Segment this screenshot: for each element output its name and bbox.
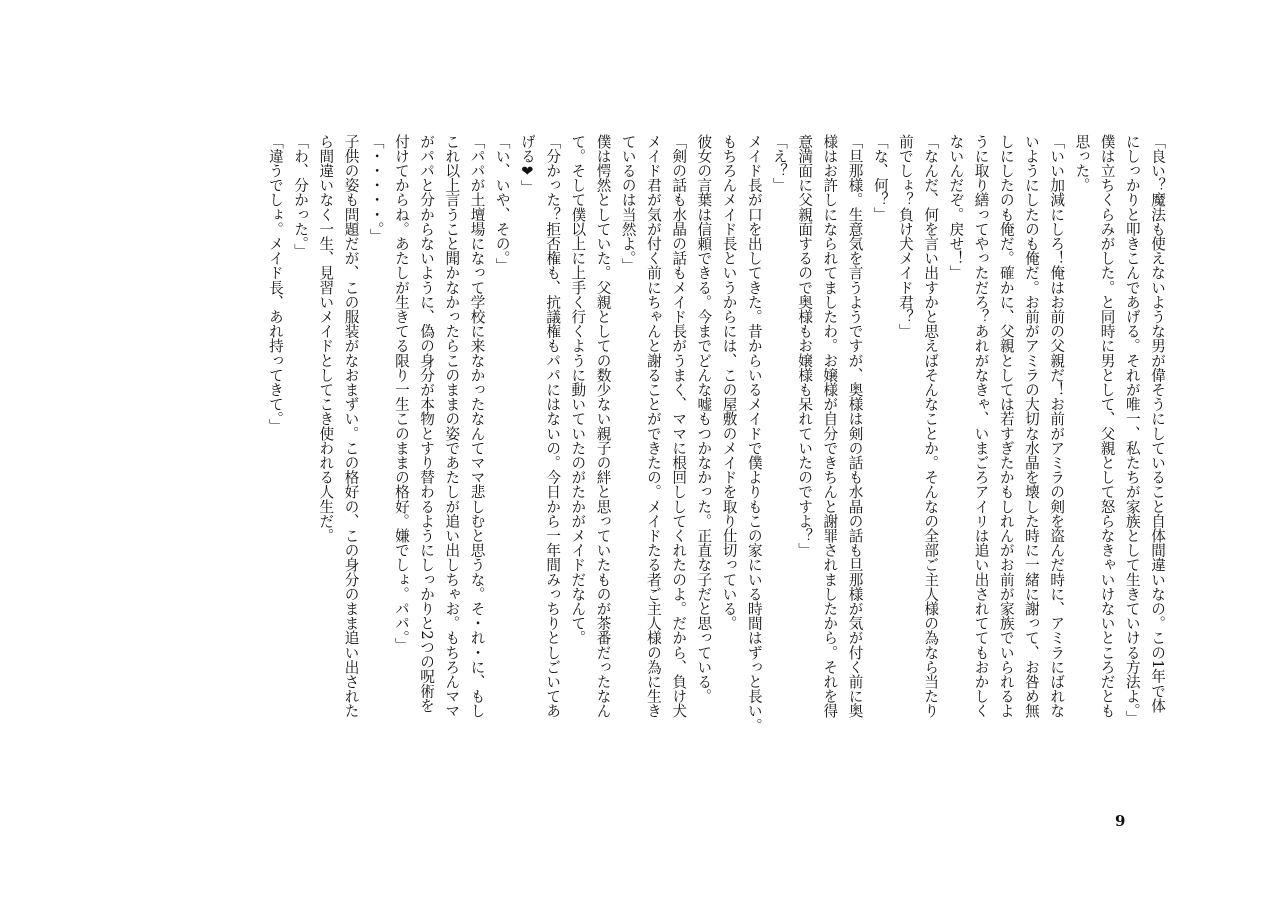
text-line: 僕は愕然としていた。父親としての数少ない親子の絆と思っていたものが茶番だったなん	[594, 134, 612, 718]
text-line: 「・・・・・。」	[367, 134, 385, 244]
text-line: にしっかりと叩きこんであげる。それが唯一、私たちが家族として生きていける方法よ。」	[1123, 134, 1141, 726]
text-line: いようにしたのも俺だ。お前がアミラの大切な水晶を壊した時に一緒に謝って、お咎め無	[1022, 134, 1040, 718]
text-line: これ以上言うこと聞かなかったらこのままの姿であたしが追い出しちゃお。もちろんママ	[443, 134, 461, 718]
text-line: 「パパが土壇場になって学校に来なかったなんてママ悲しむと思うな。そ・れ・に、もし	[468, 134, 486, 718]
text-line: 前でしょ？負け犬メイド君？」	[896, 134, 914, 339]
text-line: メイド君が気が付く前にちゃんと謝ることができたの。メイドたる者ご主人様の為に生き	[644, 134, 662, 718]
vertical-text-body	[170, 134, 1170, 784]
text-line: 思った。	[1073, 134, 1091, 193]
text-line: がパパと分からないように、偽の身分が本物とすり替わるようにしっかりと2つの呪術を	[418, 134, 436, 713]
text-line: 「違うでしょ。メイド長、あれ持ってきて。」	[266, 134, 284, 434]
text-line: げる❤」	[518, 134, 536, 195]
text-line: 僕は立ちくらみがした。と同時に男として、父親として怒らなきゃいけないところだとも	[1098, 134, 1116, 718]
text-line: 「わ、分かった。」	[292, 134, 310, 259]
text-line: 子供の姿も問題だが、この服装がなおまずい。この格好の、この身分のまま追い出された	[342, 134, 360, 718]
text-line: て。そして僕以上に上手く行くように動いていたのがたかがメイドだなんて。	[569, 134, 587, 645]
text-line: うに取り繕ってやっただろ？あれがなきゃ、いまごろアイリは追い出されててもおかしく	[972, 134, 990, 718]
text-line: ら間違いなく一生、見習いメイドとしてこき使われる人生だ。	[317, 134, 335, 543]
text-line: 「いい加減にしろ！俺はお前の父親だ！お前がアミラの剣を盗んだ時に、アミラにばれな	[1048, 134, 1066, 718]
page-number: 9	[1115, 812, 1126, 830]
text-line: メイド長が口を出してきた。昔からいるメイドで僕よりもこの家にいる時間はずっと長い。	[745, 134, 763, 733]
text-line: 「い、いや、その。」	[493, 134, 511, 273]
text-line: しにしたのも俺だ。確かに、父親としては若すぎたかもしれんがお前が家族でいられるよ	[997, 134, 1015, 718]
text-line: ているのは当然よ。」	[619, 134, 637, 273]
text-line: 「なんだ、何を言い出すかと思えばそんなことか。そんなの全部ご主人様の為なら当たり	[922, 134, 940, 718]
text-line: 「え？」	[770, 134, 788, 193]
text-line: もちろんメイド長というからには、この屋敷のメイドを取り仕切っている。	[720, 134, 738, 631]
text-line: 「分かった？拒否権も、抗議権もパパにはないの。今日から一年間みっちりとしごいてあ	[544, 134, 562, 718]
text-line: ないんだぞ。戻せ！」	[947, 134, 965, 280]
text-line: 彼女の言葉は信頼できる。今までどんな嘘もつかなかった。正直な子だと思っている。	[695, 134, 713, 704]
text-line: 付けてからね。あたしが生きてる限り一生このままの格好。嫌でしょ。パパ。」	[392, 134, 410, 653]
text-line: 「な、何？」	[871, 134, 889, 222]
text-line: 意満面に父親面するので奥様もお嬢様も呆れていたのですよ？」	[796, 134, 814, 558]
text-line: 「剣の話も水晶の話もメイド長がうまく、ママに根回ししてくれたのよ。だから、負け犬	[670, 134, 688, 718]
text-line: 「旦那様。生意気を言うようですが、奥様は剣の話も水晶の話も旦那様が気が付く前に奥	[846, 134, 864, 718]
text-line: 様はお許しになられてましたわ。お嬢様が自分できちんと謝罪されましたから。それを得	[821, 134, 839, 718]
text-line: 「良い？魔法も使えないような男が偉そうにしていること自体間違いなの。この1年で体	[1149, 134, 1166, 713]
